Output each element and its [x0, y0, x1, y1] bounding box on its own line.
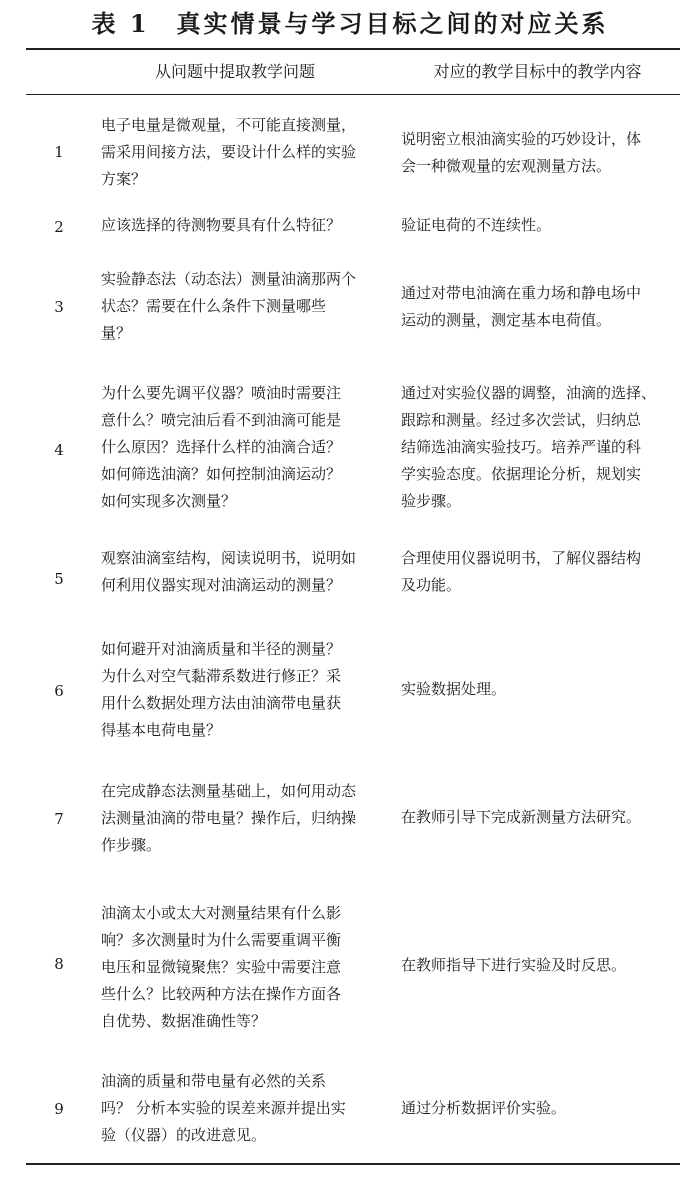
- table-row: [26, 378, 680, 523]
- header-question: 从问题中提取教学问题: [154, 62, 315, 81]
- row-number: 6: [54, 682, 64, 700]
- header-rule: [26, 94, 680, 95]
- bottom-rule: [26, 1163, 680, 1165]
- row-number: 2: [54, 218, 64, 236]
- row-content: 实验数据处理。: [401, 680, 507, 698]
- row-content: 在教师引导下完成新测量方法研究。: [401, 808, 642, 826]
- row-number: 4: [54, 441, 64, 459]
- table-row: [26, 776, 680, 860]
- row-number: 1: [54, 143, 64, 161]
- row-content: 在教师指导下进行实验及时反思。: [401, 956, 627, 974]
- row-number: 5: [54, 570, 64, 588]
- table-row: [26, 212, 680, 242]
- row-content: 验证电荷的不连续性。: [401, 216, 552, 234]
- row-question: 油滴太小或太大对测量结果有什么影 响？多次测量时为什么需要重调平衡 电压和显微镜聚焦？实验中需要注意 些什么？比较两种方法在操作方面各 自优势、数据准确性等？: [101, 904, 342, 1030]
- row-question: 如何避开对油滴质量和半径的测量？ 为什么对空气黏滞系数进行修正？采 用什么数据处理方法由油滴带电量获 得基本电荷电量？: [101, 640, 342, 739]
- row-question: 油滴的质量和带电量有必然的关系 吗？ 分析本实验的误差来源并提出实 验（仪器）的改进意见。: [101, 1072, 346, 1144]
- row-content: 合理使用仪器说明书，了解仪器结构 及功能。: [401, 549, 642, 594]
- row-number: 8: [54, 955, 64, 973]
- table-row: [26, 108, 680, 200]
- header-content: 对应的教学目标中的教学内容: [433, 62, 642, 81]
- row-content: 通过对实验仪器的调整，油滴的选择、 跟踪和测量。经过多次尝试，归纳总 结筛选油滴实验技巧。培养严谨的科 学实验态度。依据理论分析，规划实 验步骤。: [401, 384, 657, 510]
- row-question: 在完成静态法测量基础上，如何用动态 法测量油滴的带电量？操作后，归纳操 作步骤。: [101, 782, 357, 854]
- row-content: 说明密立根油滴实验的巧妙设计，体 会一种微观量的宏观测量方法。: [401, 130, 642, 175]
- table-title: 表 1 真实情景与学习目标之间的对应关系: [91, 9, 609, 38]
- row-number: 7: [54, 810, 64, 828]
- table-row: [26, 898, 680, 1038]
- row-question: 为什么要先调平仪器？喷油时需要注 意什么？喷完油后看不到油滴可能是 什么原因？选择什么样的油滴合适？ 如何筛选油滴？如何控制油滴运动？ 如何实现多次测量？: [101, 384, 342, 510]
- table-row: [26, 634, 680, 746]
- row-content: 通过分析数据评价实验。: [401, 1099, 567, 1117]
- row-number: 3: [54, 298, 64, 316]
- row-number: 9: [54, 1100, 64, 1118]
- row-question: 实验静态法（动态法）测量油滴那两个 状态？需要在什么条件下测量哪些 量？: [101, 270, 357, 342]
- table-row: [26, 262, 680, 354]
- row-question: 电子电量是微观量，不可能直接测量， 需采用间接方法，要设计什么样的实验 方案？: [101, 116, 357, 188]
- table-row: [26, 543, 680, 607]
- row-question: 观察油滴室结构，阅读说明书，说明如 何利用仪器实现对油滴运动的测量？: [101, 549, 357, 594]
- row-content: 通过对带电油滴在重力场和静电场中 运动的测量，测定基本电荷值。: [401, 284, 642, 329]
- top-rule: [26, 48, 680, 50]
- table-row: [26, 1066, 680, 1152]
- row-question: 应该选择的待测物要具有什么特征？: [101, 216, 342, 234]
